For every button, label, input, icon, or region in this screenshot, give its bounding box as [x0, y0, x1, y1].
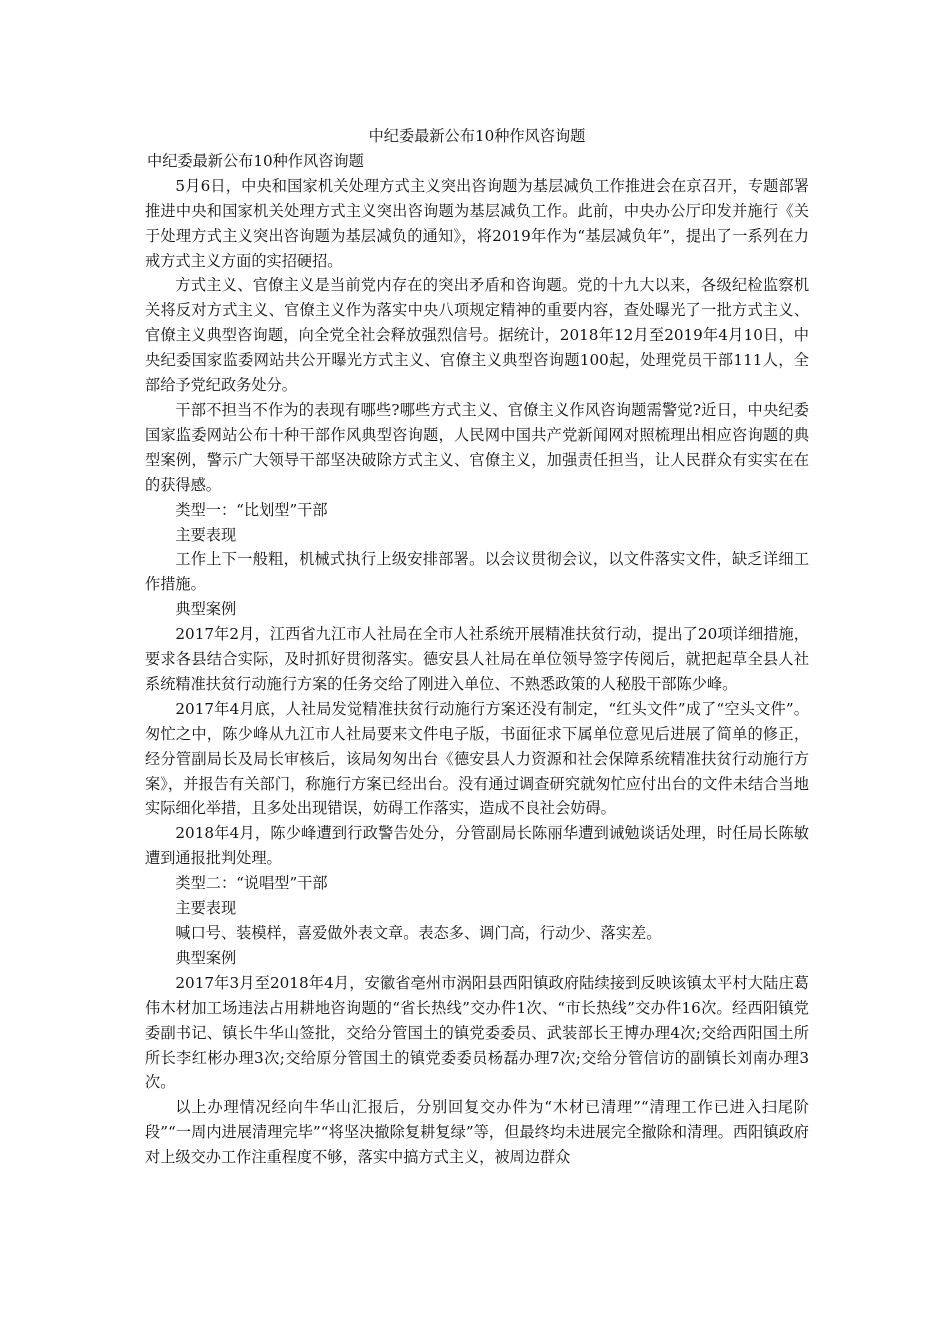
paragraph-background: 方式主义、官僚主义是当前党内存在的突出矛盾和咨询题。党的十九大以来，各级纪检监察机关将反对方式主义、官僚主义作为落实中央八项规定精神的重要内容，查处曝光了一批方式主义、官僚主义典型咨询题，向全党全社会释放强烈信号。据统计，2018年12月至2019年4月10日，中央纪委国家监委网站共公开曝光方式主义、官僚主义典型咨询题100起，处理党员干部111人，全部给予党纪政务处分。: [145, 276, 809, 395]
paragraph-intro: 5月6日，中央和国家机关处理方式主义突出咨询题为基层减负工作推进会在京召开，专题部署推进中央和国家机关处理方式主义突出咨询题为基层减负工作。此前，中央办公厅印发并施行《关于处理方式主义突出咨询题为基层减负的通知》，将2019年作为“基层减负年”，提出了一系列在力戒方式主义方面的实招硬招。: [145, 176, 809, 270]
section-heading-type-two: 类型二：“说唱型”干部: [175, 874, 328, 893]
document-subtitle: 中纪委最新公布10种作风咨询题: [147, 151, 364, 170]
paragraph-type-one-performance: 工作上下一般粗，机械式执行上级安排部署。以会议贯彻会议，以文件落实文件，缺乏详细工作措施。: [145, 550, 809, 594]
subheading-typical-case: 典型案例: [175, 948, 237, 967]
subheading-main-performance: 主要表现: [175, 525, 237, 544]
document-title: 中纪委最新公布10种作风咨询题: [368, 127, 586, 145]
paragraph-case-two-part-one: 2017年3月至2018年4月，安徽省亳州市涡阳县西阳镇政府陆续接到反映该镇太平村大陆庄葛伟木材加工场违法占用耕地咨询题的“省长热线”交办件1次、“市长热线”交办件16次。经西阳镇党委副书记、镇长牛华山签批，交给分管国土的镇党委委员、武装部长王博办理4次;交给西阳国土所所长李红彬办理3次;交给原分管国土的镇党委委员杨磊办理7次;交给分管信访的副镇长刘南办理3次。: [145, 973, 809, 1092]
section-heading-type-one: 类型一：“比划型”干部: [175, 500, 328, 519]
subheading-typical-case: 典型案例: [175, 600, 237, 619]
paragraph-overview: 干部不担当不作为的表现有哪些?哪些方式主义、官僚主义作风咨询题需警觉?近日，中央纪委国家监委网站公布十种干部作风典型咨询题，人民网中国共产党新闻网对照梳理出相应咨询题的典型案例，警示广大领导干部坚决破除方式主义、官僚主义，加强责任担当，让人民群众有实实在在的获得感。: [145, 400, 809, 494]
subheading-main-performance: 主要表现: [175, 899, 237, 918]
paragraph-case-one-result: 2018年4月，陈少峰遭到行政警告处分，分管副局长陈丽华遭到诫勉谈话处理，时任局长陈敏遭到通报批判处理。: [145, 824, 809, 868]
document-page: [145, 124, 809, 1170]
paragraph-case-one-part-two: 2017年4月底，人社局发觉精准扶贫行动施行方案还没有制定，“红头文件”成了“空头文件”。匆忙之中，陈少峰从九江市人社局要来文件电子版，书面征求下属单位意见后进展了简单的修正，经分管副局长及局长审核后，该局匆匆出台《德安县人力资源和社会保障系统精准扶贫行动施行方案》，并报告有关部门，称施行方案已经出台。没有通过调查研究就匆忙应付出台的文件未结合当地实际细化举措，且多处出现错误，妨碍工作落实，造成不良社会妨碍。: [145, 699, 809, 818]
paragraph-case-one-part-one: 2017年2月，江西省九江市人社局在全市人社系统开展精准扶贫行动，提出了20项详细措施，要求各县结合实际，及时抓好贯彻落实。德安县人社局在单位领导签字传阅后，就把起草全县人社系统精准扶贫行动施行方案的任务交给了刚进入单位、不熟悉政策的人秘股干部陈少峰。: [145, 625, 809, 693]
paragraph-type-two-performance: 喊口号、装模样，喜爱做外表文章。表态多、调门高，行动少、落实差。: [175, 924, 662, 942]
paragraph-case-two-part-two: 以上办理情况经向牛华山汇报后，分别回复交办件为“木材已清理”“清理工作已进入扫尾阶段”“一周内进展清理完毕”“将坚决撤除复耕复绿”等，但最终均未进展完全撤除和清理。西阳镇政府对上级交办工作注重程度不够，落实中搞方式主义，被周边群众: [145, 1098, 809, 1167]
